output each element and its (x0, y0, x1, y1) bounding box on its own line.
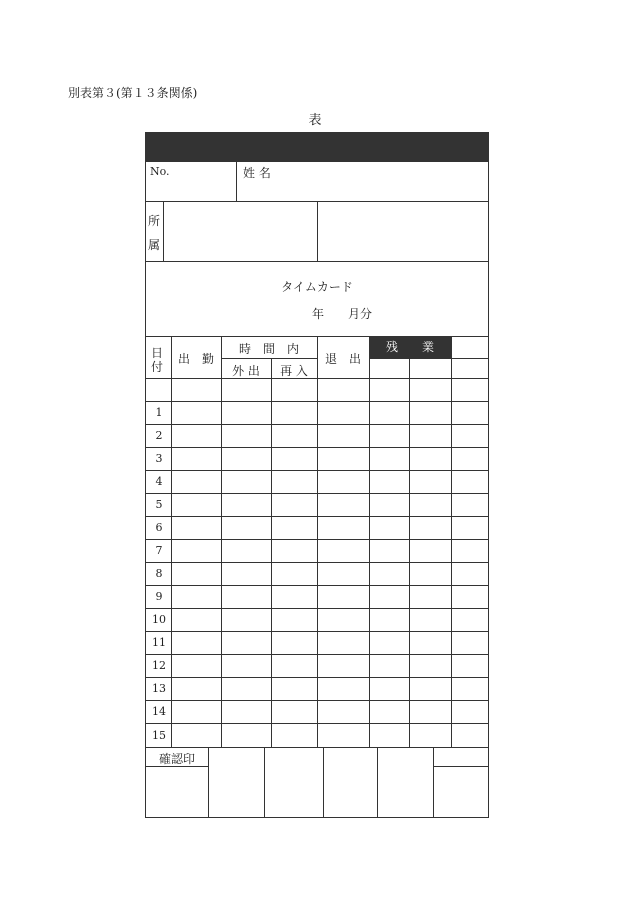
divider-line (433, 747, 434, 817)
day-number: 11 (152, 636, 166, 649)
day-number: 9 (155, 590, 163, 603)
divider-line (409, 358, 410, 747)
attend-header: 出 勤 (177, 352, 214, 366)
card-title: タイムカード (281, 280, 353, 294)
divider-line (369, 358, 489, 359)
divider-line (323, 747, 324, 817)
divider-line (208, 747, 209, 817)
month-label: 月分 (348, 307, 373, 321)
divider-line (264, 747, 265, 817)
divider-line (221, 358, 317, 359)
day-number: 12 (152, 659, 166, 672)
header-band (145, 132, 489, 162)
divider-line (236, 162, 237, 201)
divider-line (433, 766, 489, 767)
affiliation-label: 属 (148, 238, 161, 252)
day-number: 13 (152, 682, 166, 695)
year-label: 年 (312, 307, 325, 321)
divider-line (271, 358, 272, 747)
day-number: 4 (155, 475, 163, 488)
divider-line (145, 766, 208, 767)
divider-line (145, 747, 489, 748)
day-number: 6 (155, 521, 163, 534)
out-header: 外 出 (232, 364, 260, 378)
document-title: 表 (308, 113, 322, 128)
no-label: No. (150, 165, 170, 178)
day-number: 7 (155, 544, 163, 557)
divider-line (377, 747, 378, 817)
leave-header: 退 出 (324, 352, 361, 366)
day-number: 1 (155, 406, 163, 419)
divider-line (163, 201, 164, 261)
divider-line (221, 336, 222, 747)
seal-label: 確認印 (158, 752, 195, 766)
day-number: 15 (152, 729, 166, 742)
day-number: 10 (152, 613, 166, 626)
day-number: 8 (155, 567, 163, 580)
day-number: 3 (155, 452, 163, 465)
day-number: 2 (155, 429, 163, 442)
divider-line (451, 336, 452, 747)
day-header: 付 (151, 360, 164, 374)
document-heading: 別表第３(第１３条関係) (68, 86, 198, 100)
affiliation-label: 所 (148, 214, 161, 228)
return-header: 再 入 (280, 364, 308, 378)
day-header: 日 (151, 346, 164, 360)
divider-line (317, 201, 318, 261)
divider-line (145, 261, 489, 262)
during-hours-header: 時 間 内 (238, 342, 299, 356)
divider-line (369, 336, 370, 747)
name-label: 姓 名 (243, 166, 271, 180)
day-number: 5 (155, 498, 163, 511)
day-number: 14 (152, 705, 166, 718)
divider-line (317, 336, 318, 747)
overtime-header: 残 業 (369, 337, 451, 358)
